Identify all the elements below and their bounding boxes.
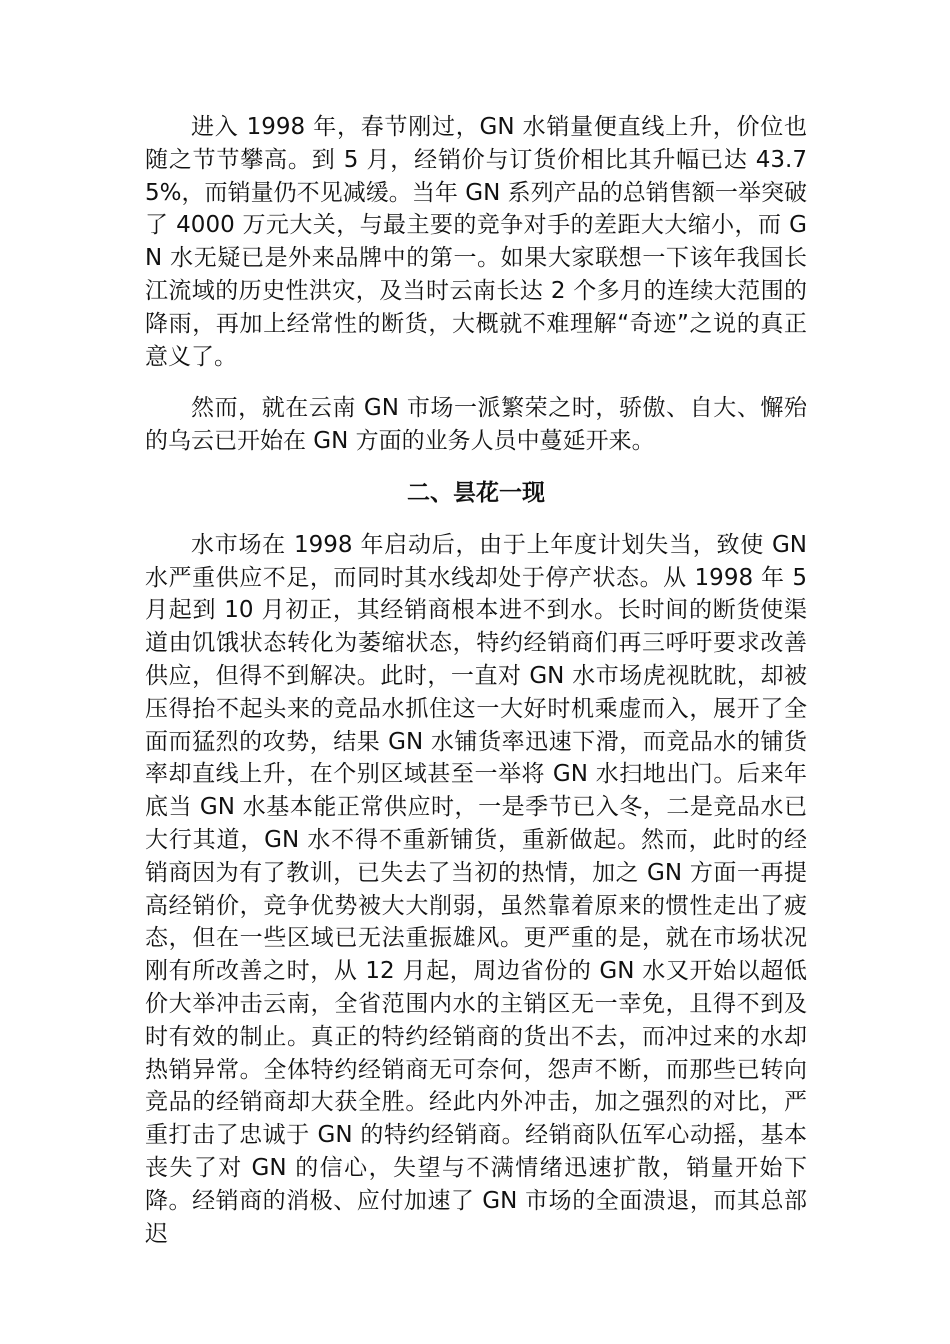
section-heading: 二、昙花一现 [407, 479, 545, 506]
paragraph-arrogance: 然而，就在云南 GN 市场一派繁荣之时，骄傲、自大、懈殆的乌云已开始在 GN 方面的业务人员中蔓延开来。 [145, 395, 807, 455]
document-body [145, 111, 807, 1250]
paragraph-1998-sales: 进入 1998 年，春节刚过，GN 水销量便直线上升，价位也随之节节攀高。到 5 月，经销价与订货价相比其升幅已达 43.75%，而销量仍不见减缓。当年 GN 系列产品的总销售额一举突破了 4000 万元大关，与最主要的竞争对手的差距大大缩小，而 GN 水无疑已是外来品牌中的第一。如果大家联想一下该年我国长江流域的历史性洪灾，及当时云南长达 2 个多月的连续大范围的降雨，再加上经常性的断货，大概就不难理解“奇迹”之说的真正意义了。 [145, 114, 807, 370]
paragraph-flash-in-pan: 水市场在 1998 年启动后，由于上年度计划失当，致使 GN 水严重供应不足，而同时其水线却处于停产状态。从 1998 年 5 月起到 10 月初正，其经销商根本进不到水。长时间的断货使渠道由饥饿状态转化为萎缩状态，特约经销商们再三呼吁要求改善供应，但得不到解决。此时，一直对 GN 水市场虎视眈眈，却被压得抬不起头来的竞品水抓住这一大好时机乘虚而入，展开了全面而猛烈的攻势，结果 GN 水铺货率迅速下滑，而竞品水的铺货率却直线上升，在个别区域甚至一举将 GN 水扫地出门。后来年底当 GN 水基本能正常供应时，一是季节已入冬，二是竞品水已大行其道，GN 水不得不重新铺货，重新做起。然而，此时的经销商因为有了教训，已失去了当初的热情，加之 GN 方面一再提高经销价，竞争优势被大大削弱，虽然靠着原来的惯性走出了疲态，但在一些区域已无法重振雄风。更严重的是，就在市场状况刚有所改善之时，从 12 月起，周边省份的 GN 水又开始以超低价大举冲击云南，全省范围内水的主销区无一幸免，且得不到及时有效的制止。真正的特约经销商的货出不去，而冲过来的水却热销异常。全体特约经销商无可奈何，怨声不断，而那些已转向竞品的经销商却大获全胜。经此内外冲击，加之强烈的对比，严重打击了忠诚于 GN 的特约经销商。经销商队伍军心动摇，基本丧失了对 GN 的信心，失望与不满情绪迅速扩散，销量开始下降。经销商的消极、应付加速了 GN 市场的全面溃退，而其总部迟 [145, 531, 807, 1247]
